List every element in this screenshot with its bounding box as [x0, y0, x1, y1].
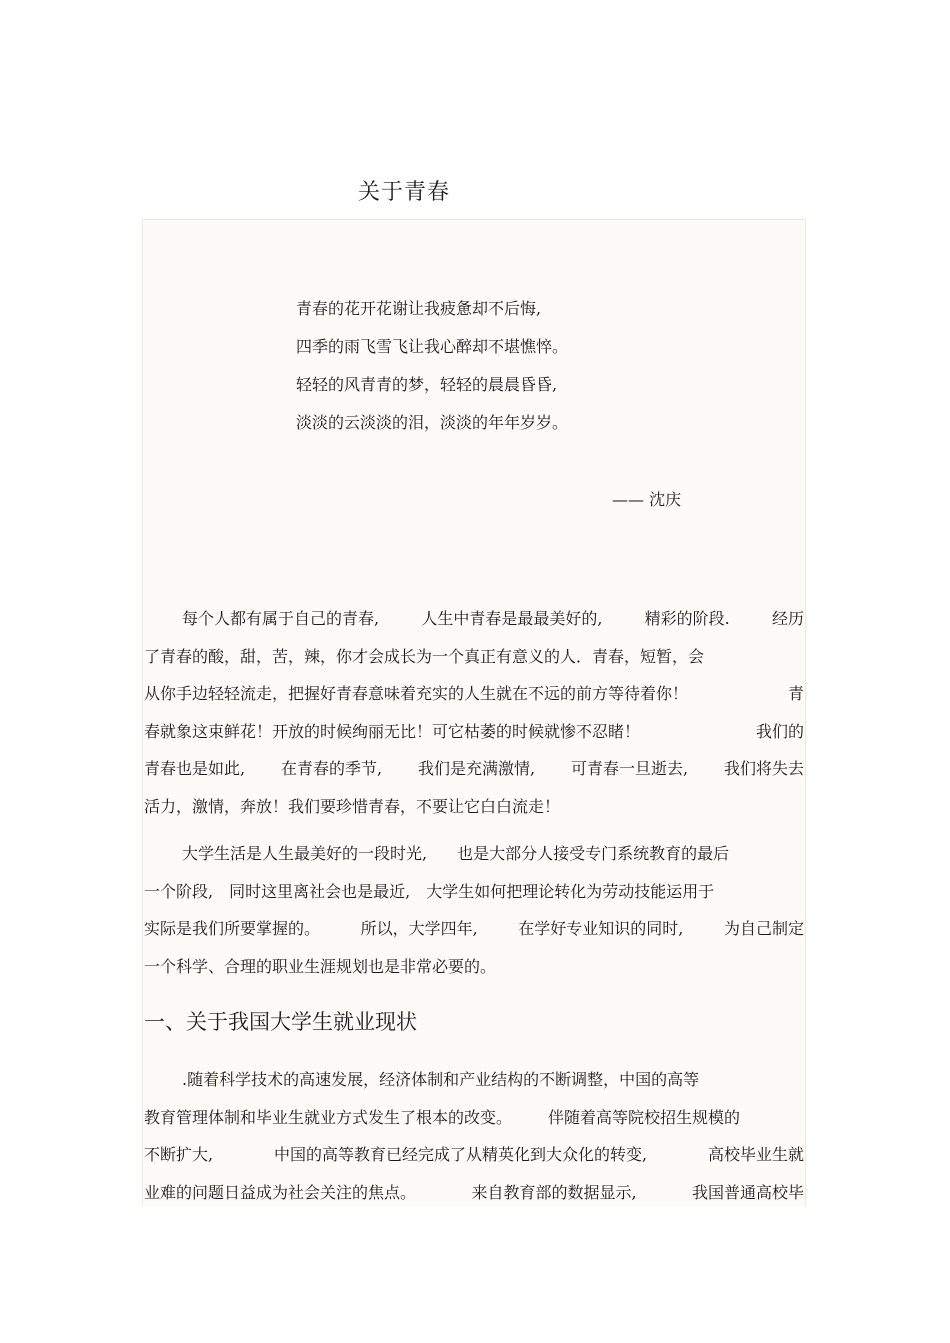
text-line: [144, 916, 804, 954]
poem-line-1: 青春的花开花谢让我疲惫却不后悔,: [296, 299, 542, 318]
text-segment: 每个人都有属于自己的青春,: [182, 609, 380, 628]
text-line: [144, 954, 804, 992]
text-segment: 春就象这束鲜花！开放的时候绚丽无比！可它枯萎的时候就惨不忍睹！: [144, 721, 641, 741]
text-segment: 大学生如何把理论转化为劳动技能运用于: [426, 881, 715, 901]
text-line: [144, 841, 804, 879]
poem-author: —— 沈庆: [612, 490, 682, 509]
text-segment: 在学好专业知识的同时,: [518, 919, 684, 938]
text-segment: 也是大部分人接受专门系统教育的最后: [457, 844, 730, 863]
text-segment: 为自己制定: [723, 919, 804, 938]
text-segment: 从你手边轻轻流走，把握好青春意味着充实的人生就在不远的前方等待着你！: [144, 684, 689, 703]
paragraph-college: [144, 841, 804, 991]
text-segment: 业难的问题日益成为社会关注的焦点。: [144, 1182, 417, 1202]
text-line: [144, 756, 804, 794]
text-segment: .随着科学技术的高速发展，经济体制和产业结构的不断调整，中国的高等: [182, 1070, 700, 1089]
text-segment: 实际是我们所要掌握的。: [144, 919, 321, 938]
text-segment: 教育管理体制和毕业生就业方式发生了根本的改变。: [144, 1107, 513, 1127]
text-segment: 我们将失去: [723, 759, 804, 778]
text-segment: 伴随着高等院校招生规模的: [548, 1107, 741, 1127]
poem: [296, 296, 568, 448]
text-segment: 在青春的季节,: [280, 759, 383, 778]
text-line: [144, 1142, 804, 1180]
text-segment: 活力，激情，奔放！我们要珍惜青春，不要让它白白流走！: [144, 796, 561, 816]
poem-line-3: 轻轻的风青青的梦，轻轻的晨晨昏昏,: [296, 375, 558, 394]
text-line: [144, 606, 804, 644]
text-segment: 同时这里离社会也是最近,: [229, 881, 411, 901]
poem-line-2: 四季的雨飞雪飞让我心醉却不堪憔悴。: [296, 337, 569, 356]
text-segment: 青春也是如此,: [144, 759, 246, 778]
paragraph-employment: [144, 1067, 804, 1217]
text-line: [144, 681, 804, 719]
text-line: [144, 1105, 804, 1143]
text-segment: 一个科学、合理的职业生涯规划也是非常必要的。: [144, 956, 497, 976]
paragraph-youth: [144, 606, 804, 831]
text-segment: 我们是充满激情,: [417, 759, 536, 778]
text-segment: 一个阶段,: [144, 881, 214, 901]
text-line: [144, 644, 804, 682]
text-segment: 我国普通高校毕: [691, 1182, 804, 1202]
page-title: 关于青春: [358, 180, 451, 205]
text-segment: 精彩的阶段.: [644, 609, 730, 628]
text-line: [144, 1067, 804, 1105]
text-segment: 经历: [771, 609, 804, 628]
text-line: [144, 794, 804, 832]
text-segment: 来自教育部的数据显示,: [471, 1182, 637, 1202]
text-segment: 可青春一旦逝去,: [570, 759, 689, 778]
text-segment: 青: [787, 684, 804, 703]
text-line: [144, 719, 804, 757]
section-heading: 一、关于我国大学生就业现状: [144, 1010, 417, 1034]
text-segment: 不断扩大,: [144, 1145, 214, 1164]
text-line: [144, 1180, 804, 1218]
text-segment: 了青春的酸，甜，苦，辣，你才会成长为一个真正有意义的人．青春，短暂，会: [144, 646, 705, 666]
text-segment: 高校毕业生就: [707, 1145, 804, 1164]
text-line: [144, 879, 804, 917]
text-segment: 大学生活是人生最美好的一段时光,: [182, 844, 428, 863]
poem-line-4: 淡淡的云淡淡的泪，淡淡的年年岁岁。: [296, 413, 569, 432]
text-segment: 所以，大学四年,: [360, 919, 478, 938]
text-segment: 人生中青春是最最美好的,: [421, 609, 603, 628]
text-segment: 我们的: [755, 721, 804, 741]
text-segment: 中国的高等教育已经完成了从精英化到大众化的转变,: [273, 1145, 648, 1164]
